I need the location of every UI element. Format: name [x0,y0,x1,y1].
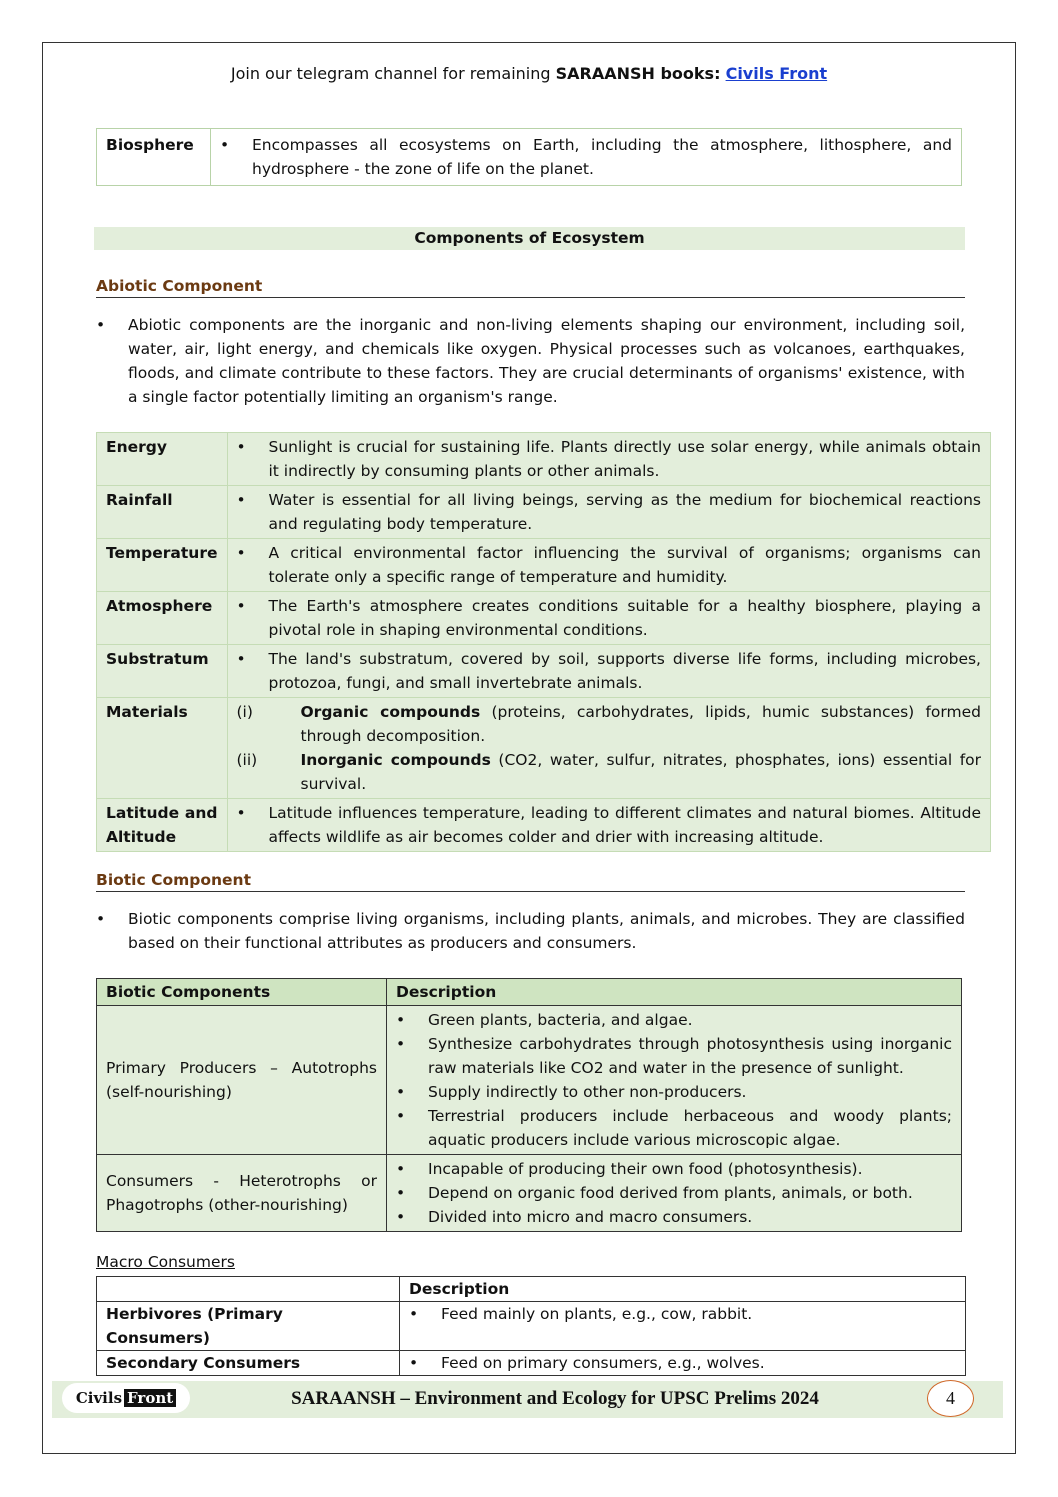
abiotic-table [96,432,991,852]
abiotic-intro-text: Abiotic components are the inorganic and non-living elements shaping our environment, including soil, water, air, light energy, and chemicals like oxygen. Physical processes such as volcanoes, earthquakes, floods, and climate contribute to these factors. They are crucial determinants of organisms' existence, with a single factor potentially limiting an organism's range. [128,316,965,406]
table-row [97,433,991,486]
materials-text: (CO2, water, sulfur, nitrates, phosphates, ions) essential for survival. [300,751,982,793]
macro-desc [400,1351,966,1376]
biosphere-desc [211,129,962,186]
table-row [97,1302,966,1351]
consumers-bullet: Depend on organic food derived from plants, animals, or both. [428,1184,913,1202]
bullet: • [396,1011,406,1029]
bullet: • [220,136,230,154]
abiotic-label: Rainfall [97,486,228,539]
telegram-text: Join our telegram channel for remaining [230,64,556,83]
abiotic-text: Water is essential for all living beings, serving as the medium for biochemical reactions and regulating body temperature. [268,491,981,533]
macro-consumers-table [96,1276,966,1376]
abiotic-desc [227,698,991,799]
biosphere-table [96,128,962,186]
bullet: • [396,1083,406,1101]
producers-desc [387,1006,962,1155]
consumers-desc [387,1155,962,1232]
abiotic-text: The Earth's atmosphere creates conditions suitable for a healthy biosphere, playing a pivotal role in shaping environmental conditions. [268,597,981,639]
column-header-empty [97,1277,400,1302]
table-row [97,1006,962,1155]
table-row [97,486,991,539]
bullet: • [409,1305,419,1323]
table-row [97,698,991,799]
table-row [97,1155,962,1232]
table-row [97,539,991,592]
abiotic-label: Substratum [97,645,228,698]
table-row [97,592,991,645]
producers-bullet: Terrestrial producers include herbaceous and woody plants; aquatic producers include various microscopic algae. [428,1107,952,1149]
macro-text: Feed on primary consumers, e.g., wolves. [441,1354,765,1372]
macro-label: Herbivores (Primary Consumers) [97,1302,400,1351]
abiotic-label: Latitude and Altitude [97,799,228,852]
column-header: Biotic Components [97,979,387,1006]
telegram-bold: SARAANSH books: [555,64,721,83]
abiotic-desc [227,799,991,852]
bullet: • [236,544,246,562]
bullet: • [396,1184,406,1202]
abiotic-desc [227,433,991,486]
producers-label: Primary Producers – Autotrophs (self-nourishing) [97,1006,387,1155]
abiotic-heading: Abiotic Component [96,277,965,298]
macro-desc [400,1302,966,1351]
materials-bold: Organic compounds [300,703,481,721]
bullet: • [236,597,246,615]
bullet: • [396,1208,406,1226]
abiotic-label: Materials [97,698,228,799]
biotic-intro [96,907,965,955]
consumers-bullet: Incapable of producing their own food (photosynthesis). [428,1160,863,1178]
abiotic-label: Energy [97,433,228,486]
table-header-row [97,979,962,1006]
abiotic-desc [227,592,991,645]
bullet: • [236,491,246,509]
table-row [97,645,991,698]
producers-bullet: Synthesize carbohydrates through photosynthesis using inorganic raw materials like CO2 and water in the presence of sunlight. [428,1035,952,1077]
column-header: Description [387,979,962,1006]
bullet: • [96,316,106,334]
materials-bold: Inorganic compounds [300,751,491,769]
abiotic-desc [227,645,991,698]
bullet: • [396,1107,406,1125]
consumers-label: Consumers - Heterotrophs or Phagotrophs (other-nourishing) [97,1155,387,1232]
abiotic-text: A critical environmental factor influencing the survival of organisms; organisms can tolerate only a specific range of temperature and humidity. [268,544,981,586]
telegram-header [0,64,1058,83]
bullet: • [236,804,246,822]
materials-text: (proteins, carbohydrates, lipids, humic substances) formed through decomposition. [300,703,981,745]
civils-front-link[interactable]: Civils Front [725,64,828,83]
components-banner: Components of Ecosystem [94,227,965,250]
item-number: (ii) [236,751,258,769]
table-row [97,1351,966,1376]
biotic-intro-text: Biotic components comprise living organisms, including plants, animals, and microbes. They are classified based on their functional attributes as producers and consumers. [128,910,965,952]
item-number: (i) [236,703,253,721]
logo-civils: Civils [75,1389,123,1407]
biotic-table [96,978,962,1232]
biosphere-row [97,129,962,186]
abiotic-text: Latitude influences temperature, leading to different climates and natural biomes. Altitude affects wildlife as air becomes colder and drier with increasing altitude. [268,804,981,846]
column-header: Description [400,1277,966,1302]
table-row [97,799,991,852]
macro-consumers-heading: Macro Consumers [96,1253,235,1271]
abiotic-desc [227,539,991,592]
abiotic-desc [227,486,991,539]
macro-label: Secondary Consumers [97,1351,400,1376]
abiotic-intro [96,313,965,409]
bullet: • [396,1035,406,1053]
abiotic-label: Temperature [97,539,228,592]
bullet: • [409,1354,419,1372]
abiotic-label: Atmosphere [97,592,228,645]
bullet: • [396,1160,406,1178]
page-number: 4 [927,1380,974,1417]
biotic-heading: Biotic Component [96,871,965,892]
logo-front: Front [124,1389,176,1407]
abiotic-text: Sunlight is crucial for sustaining life. Plants directly use solar energy, while animals obtain it indirectly by consuming plants or other animals. [268,438,981,480]
bullet: • [236,438,246,456]
footer-title: SARAANSH – Environment and Ecology for UPSC Prelims 2024 [291,1388,819,1409]
bullet: • [236,650,246,668]
bullet: • [96,910,106,928]
biosphere-text: Encompasses all ecosystems on Earth, including the atmosphere, lithosphere, and hydrosphere - the zone of life on the planet. [252,136,952,178]
producers-bullet: Supply indirectly to other non-producers. [428,1083,747,1101]
biosphere-label: Biosphere [97,129,211,186]
producers-bullet: Green plants, bacteria, and algae. [428,1011,693,1029]
consumers-bullet: Divided into micro and macro consumers. [428,1208,753,1226]
table-header-row [97,1277,966,1302]
macro-text: Feed mainly on plants, e.g., cow, rabbit. [441,1305,753,1323]
abiotic-text: The land's substratum, covered by soil, supports diverse life forms, including microbes, protozoa, fungi, and small invertebrate animals. [268,650,981,692]
